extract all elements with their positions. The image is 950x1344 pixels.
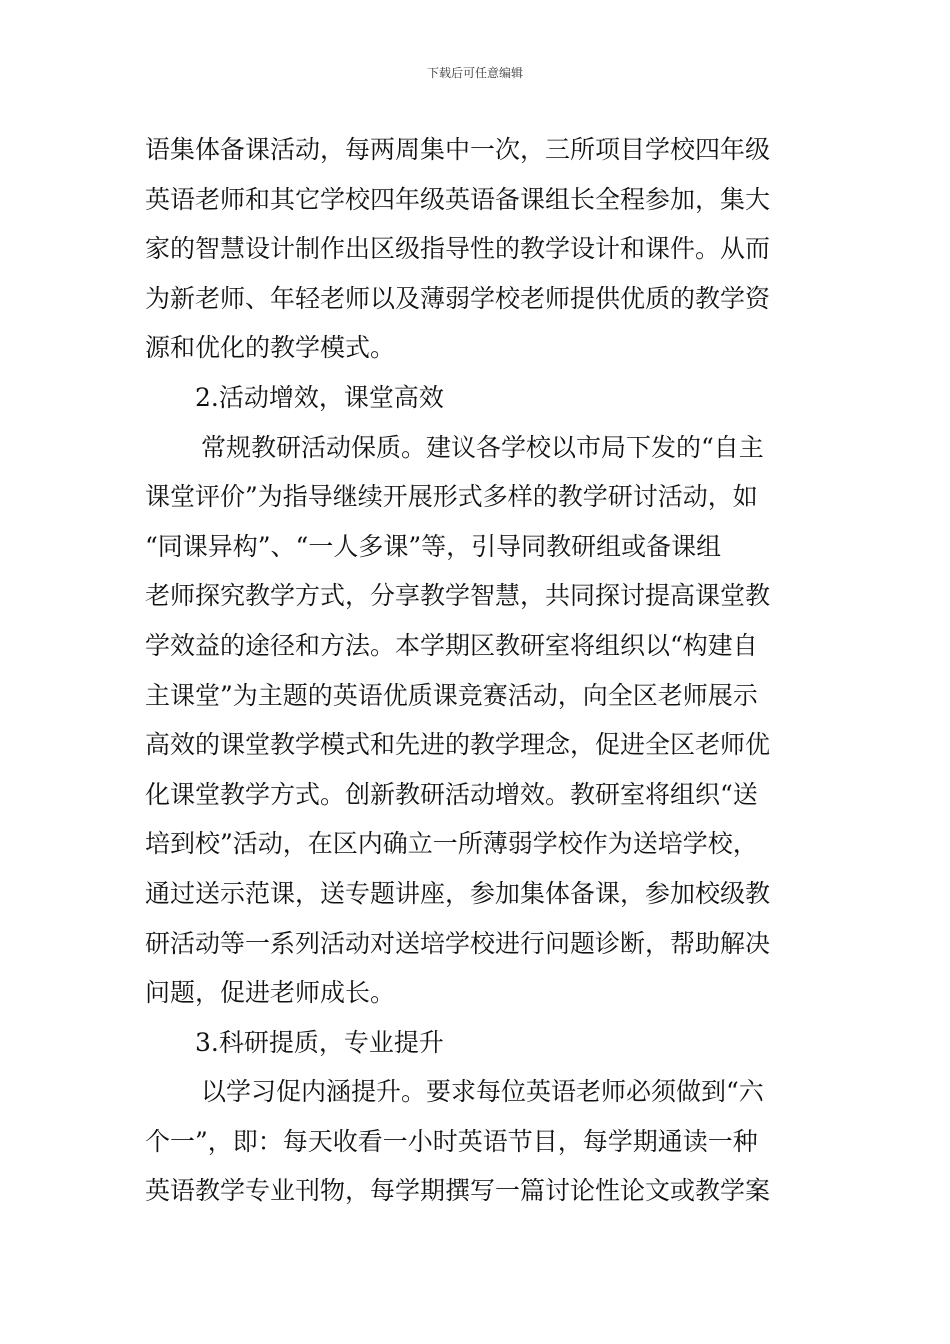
paragraph-line: 学效益的途径和方法。本学期区教研室将组织以“构建自 <box>145 630 758 660</box>
paragraph-line: 问题，促进老师成长。 <box>145 978 396 1008</box>
paragraph-line: “同课异构”、“一人多课”等，引导同教研组或备课组 <box>145 531 722 561</box>
paragraph-line: 英语教学专业刊物，每学期撰写一篇讨论性论文或教学案 <box>145 1176 771 1206</box>
paragraph-line: 英语老师和其它学校四年级英语备课组长全程参加，集大 <box>145 184 771 214</box>
paragraph-line: 源和优化的教学模式。 <box>145 333 396 363</box>
paragraph-line: 以学习促内涵提升。要求每位英语老师必须做到“六 <box>201 1077 764 1107</box>
paragraph-line: 化课堂教学方式。创新教研活动增效。教研室将组织“送 <box>145 779 758 809</box>
paragraph-line: 为新老师、年轻老师以及薄弱学校老师提供优质的教学资 <box>145 283 771 313</box>
section-heading: 3.科研提质，专业提升 <box>195 1027 444 1057</box>
paragraph-line: 高效的课堂教学模式和先进的教学理念，促进全区老师优 <box>145 730 771 760</box>
paragraph-line: 课堂评价”为指导继续开展形式多样的教学研讨活动，如 <box>145 482 758 512</box>
paragraph-line: 培到校”活动，在区内确立一所薄弱学校作为送培学校， <box>145 829 758 859</box>
document-body <box>145 125 813 1216</box>
paragraph-line: 通过送示范课，送专题讲座，参加集体备课，参加校级教 <box>145 878 771 908</box>
section-heading: 2.活动增效，课堂高效 <box>195 382 444 412</box>
paragraph-line: 语集体备课活动，每两周集中一次，三所项目学校四年级 <box>145 135 771 164</box>
page-header: 下载后可任意编辑 <box>426 66 523 80</box>
paragraph-line: 家的智慧设计制作出区级指导性的教学设计和课件。从而 <box>145 234 771 264</box>
paragraph-line: 研活动等一系列活动对送培学校进行问题诊断，帮助解决 <box>145 928 771 958</box>
paragraph-line: 个一”，即：每天收看一小时英语节目，每学期通读一种 <box>145 1126 758 1156</box>
paragraph-line: 常规教研活动保质。建议各学校以市局下发的“自主 <box>201 432 764 462</box>
paragraph-line: 主课堂”为主题的英语优质课竞赛活动，向全区老师展示 <box>145 680 758 710</box>
paragraph-line: 老师探究教学方式，分享教学智慧，共同探讨提高课堂教 <box>145 581 771 611</box>
